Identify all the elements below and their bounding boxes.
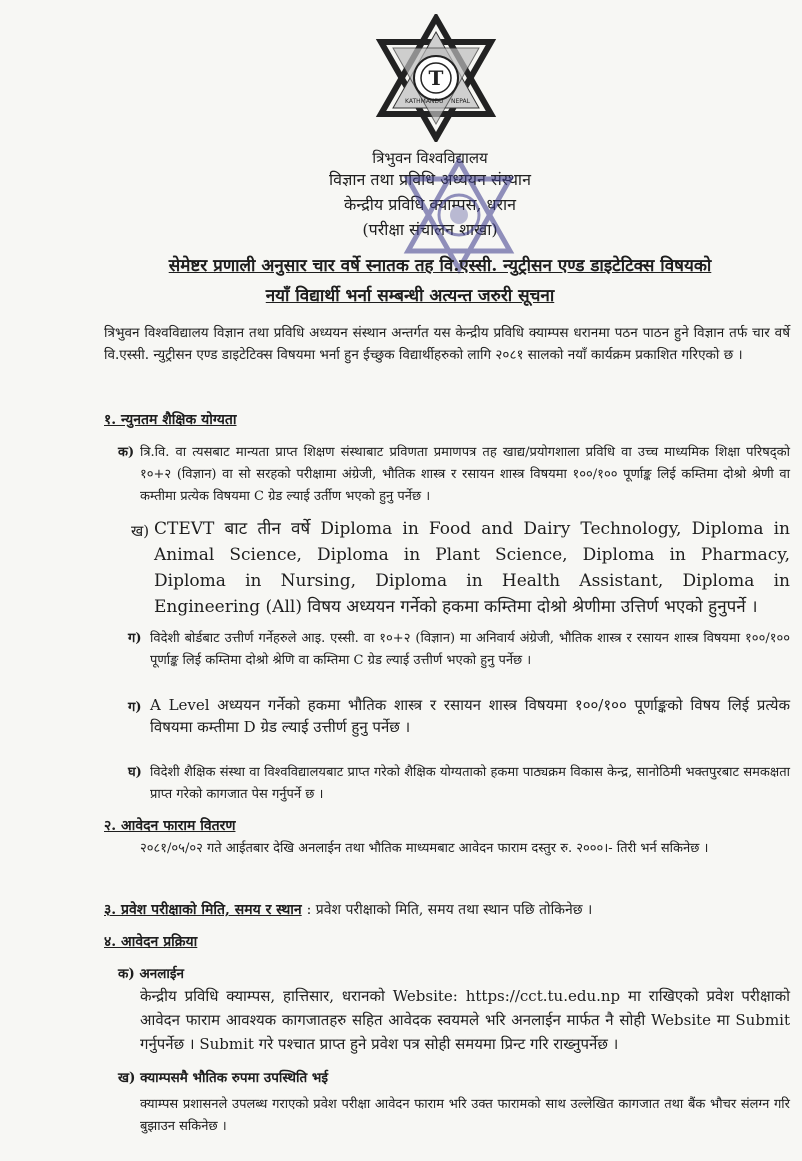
item-gha-text: विदेशी शैक्षिक संस्था वा विश्वविद्यालयबाट प्राप्त गरेको शैक्षिक योग्यताको हकमा पाठ्यक्रम विकास केन्द्र, सानोठिमी भक्तपुरबाट समकक्षता प्राप्त गरेको कागजात पेस गर्नुपर्ने छ ।	[150, 765, 790, 802]
item-ka-label: क)	[118, 445, 135, 460]
svg-text:KATHMANDU: KATHMANDU	[405, 98, 444, 105]
svg-text:T: T	[428, 66, 444, 90]
campus-name: केन्द्रीय प्रविधि क्याम्पस, धरान	[343, 195, 517, 214]
section-1-title: १. न्युनतम शैक्षिक योग्यता	[104, 412, 237, 428]
subsection-online-title: क) अनलाईन	[118, 966, 185, 982]
item-ga2-label: ग)	[128, 700, 142, 715]
intro-paragraph: त्रिभुवन विश्वविद्यालय विज्ञान तथा प्रविधि अध्ययन संस्थान अन्तर्गत यस केन्द्रीय प्रविधि क्याम्पस धरानमा पठन पाठन हुने विज्ञान तर्फ चार वर्षे वि.एस्सी. न्युट्रीसन एण्ड डाइटेटिक्स विषयमा भर्ना हुन ईच्छुक विद्यार्थीहरुको लागि २०८१ सालको नयाँ कार्यक्रम प्रकाशित गरिएको छ ।	[104, 325, 790, 363]
subsection-physical-text: क्याम्पस प्रशासनले उपलब्ध गराएको प्रवेश परीक्षा आवेदन फाराम भरि उक्त फारामको साथ उल्लेखित कागजात तथा बैंक भौचर संलग्न गरि बुझाउन सकिनेछ ।	[140, 1097, 790, 1134]
item-ga2-text: A Level अध्ययन गर्नेको हकमा भौतिक शास्त्र र रसायन शास्त्र विषयमा १००/१०० पूर्णाङ्कको विषय लिई प्रत्येक विषयमा कम्तीमा D ग्रेड ल्याई उत्तीर्ण हुनु पर्नेछ ।	[150, 696, 790, 736]
item-kha-label: ख)	[131, 522, 150, 540]
section-3-title: ३. प्रवेश परीक्षाको मिति, समय र स्थान : प्रवेश परीक्षाको मिति, समय तथा स्थान पछि तोकिनेछ ।	[104, 902, 593, 918]
section-2-text: २०८१/०५/०२ गते आईतबार देखि अनलाईन तथा भौतिक माध्यमबाट आवेदन फाराम दस्तुर रु. २०००।- तिरी भर्न सकिनेछ ।	[140, 841, 709, 856]
section-name: (परीक्षा संचालन शाखा)	[362, 220, 498, 239]
university-name: त्रिभुवन विश्वविद्यालय	[372, 149, 488, 167]
section-4-title: ४. आवेदन प्रक्रिया	[104, 934, 198, 950]
notice-title: सेमेष्टर प्रणाली अनुसार चार वर्षे स्नातक तह वि.एस्सी. न्युट्रीसन एण्ड डाइटेटिक्स विषयको	[168, 256, 712, 276]
notice-subtitle: नयाँ विद्यार्थी भर्ना सम्बन्धी अत्यन्त जरुरी सूचना	[265, 286, 555, 306]
subsection-online-text: केन्द्रीय प्रविधि क्याम्पस, हात्तिसार, धरानको Website: https://cct.tu.edu.np मा राखिएको प्रवेश परीक्षाको आवेदन फाराम आवश्यक कागजातहरु सहित आवेदक स्वयमले भरि अनलाईन मार्फत नै सोही Website मा Submit गर्नुपर्नेछ । Submit गरे पश्चात प्राप्त हुने प्रवेश पत्र सोही समयमा प्रिन्ट गरि राख्नुपर्नेछ ।	[140, 987, 790, 1053]
item-ga-label: ग)	[128, 631, 142, 646]
item-gha-label: घ)	[128, 765, 142, 780]
tu-logo-icon	[375, 14, 497, 142]
section-3-text: : प्रवेश परीक्षाको मिति, समय तथा स्थान पछि तोकिनेछ ।	[306, 902, 593, 918]
svg-text:NEPAL: NEPAL	[451, 98, 470, 105]
subsection-physical-title: ख) क्याम्पसमै भौतिक रुपमा उपस्थिति भई	[118, 1070, 328, 1086]
item-ka-text: त्रि.वि. वा त्यसबाट मान्यता प्राप्त शिक्षण संस्थाबाट प्रविणता प्रमाणपत्र तह खाद्य/प्रयोगशाला प्रविधि वा उच्च माध्यमिक शिक्षा परिषद्‌को १०+२ (विज्ञान) वा सो सरहको परीक्षामा अंग्रेजी, भौतिक शास्त्र र रसायन शास्त्र विषयमा १००/१०० पूर्णाङ्क लिई कम्तिमा दोश्रो श्रेणी वा कम्तीमा प्रत्येक विषयमा C ग्रेड ल्याई उर्तीण भएको हुनु पर्नेछ ।	[140, 445, 790, 504]
section-2-title: २. आवेदन फाराम वितरण	[104, 818, 236, 834]
item-kha-text: CTEVT बाट तीन वर्षे Diploma in Food and Dairy Technology, Diploma in Animal Science, Diploma in Plant Science, Diploma in Pharmacy, Diploma in Nursing, Diploma in Health Assistant, Diploma in Engineering (All) विषय अध्ययन गर्नेको हकमा कम्तिमा दोश्रो श्रेणीमा उत्तिर्ण भएको हुनुपर्ने ।	[154, 519, 790, 617]
institute-name: विज्ञान तथा प्रविधि अध्ययन संस्थान	[329, 170, 531, 189]
item-ga-text: विदेशी बोर्डबाट उत्तीर्ण गर्नेहरुले आइ. एस्सी. वा १०+२ (विज्ञान) मा अनिवार्य अंग्रेजी, भौतिक शास्त्र र रसायन शास्त्र विषयमा १००/१०० पूर्णाङ्क लिई कम्तिमा दोश्रो श्रेणि वा कम्तिमा C ग्रेड ल्याई उत्तीर्ण भएको हुनु पर्नेछ ।	[150, 631, 790, 668]
